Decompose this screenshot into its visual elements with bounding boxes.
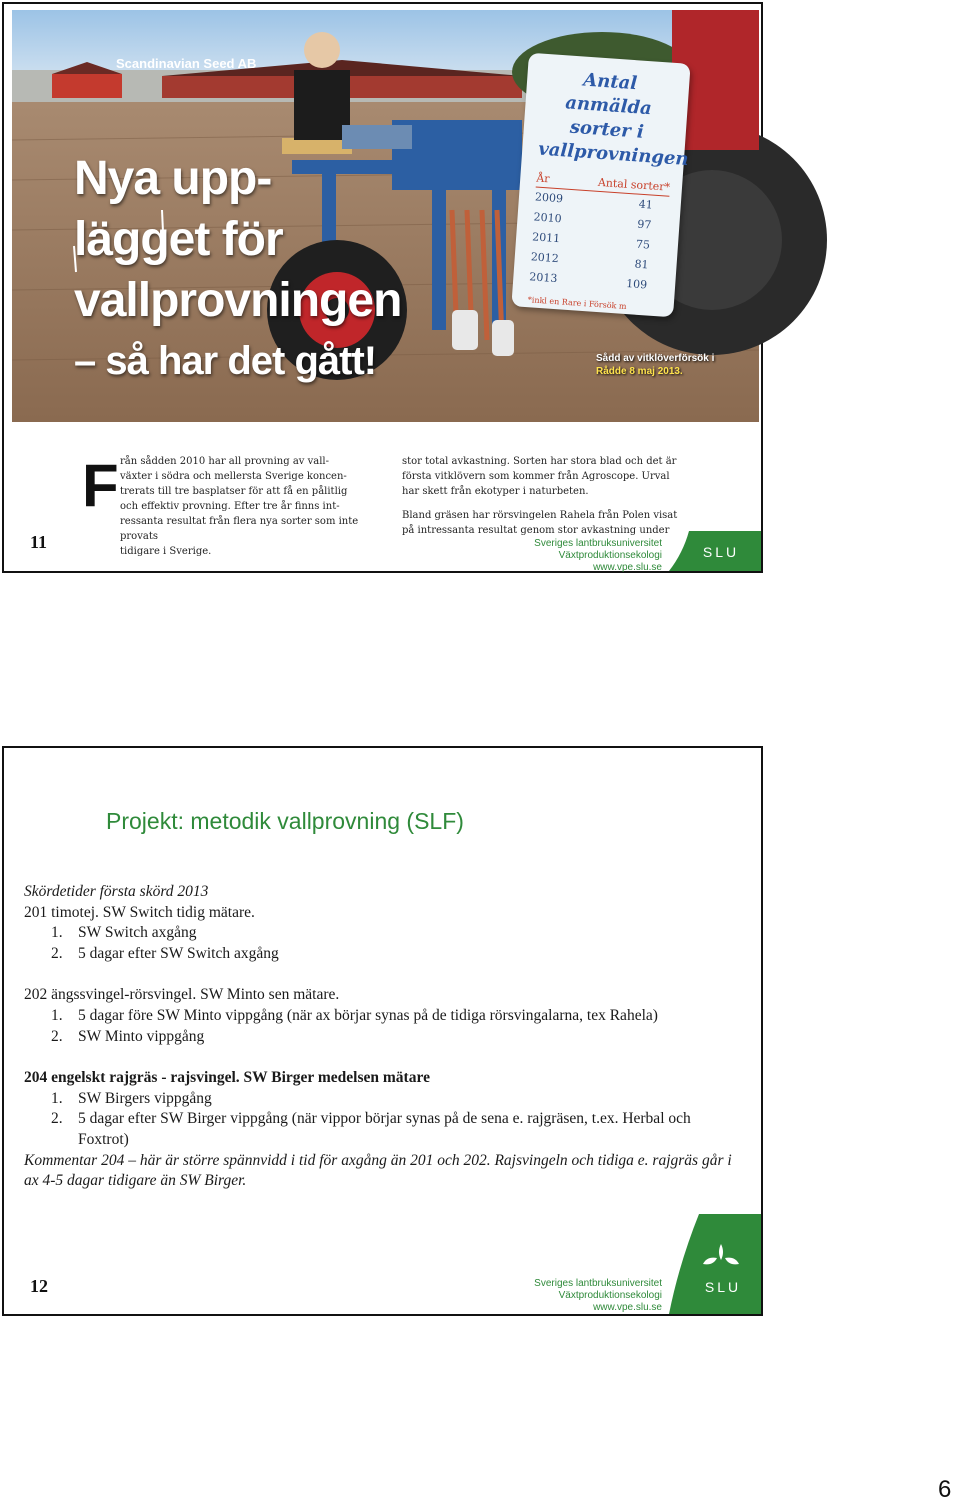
group-202-head: 202 ängssvingel-rörsvingel. SW Minto sen mätare.	[24, 986, 340, 1004]
article-line: har skett från ekotyper i naturbeten.	[402, 486, 589, 497]
slide-title: Projekt: metodik vallprovning (SLF)	[106, 808, 464, 834]
card-title-line-1: Antal	[582, 69, 638, 95]
article-line: växter i södra och mellersta Sverige koncen-	[120, 471, 347, 482]
photo-caption	[596, 352, 714, 378]
slide-body	[24, 882, 744, 1192]
page-number: 12	[30, 1276, 48, 1296]
slu-logo	[669, 1214, 761, 1314]
spacer	[24, 964, 744, 985]
card-col-count: Antal sorter*	[597, 175, 671, 194]
brand-label: Scandinavian Seed AB	[116, 56, 257, 71]
group-201-head: 201 timotej. SW Switch tidig mätare.	[24, 903, 255, 921]
caption-line-2: Rådde 8 maj 2013.	[596, 366, 683, 377]
article-line: på intressanta resultat genom stor avkastning under	[402, 525, 670, 536]
article-line: rån sådden 2010 har all provning av vall-	[120, 456, 330, 467]
list-item	[24, 923, 744, 944]
footer-line-1: Sveriges lantbruksuniversitet	[534, 538, 662, 549]
list-item	[24, 1089, 744, 1110]
list-item	[24, 1006, 744, 1027]
card-title-line-3: vallprovningen	[537, 138, 690, 171]
slide-11	[2, 2, 763, 573]
footer-url: www.vpe.slu.se	[593, 1302, 662, 1313]
footer-line-2: Växtproduktionsekologi	[558, 550, 662, 561]
footer-institution	[482, 538, 662, 574]
spacer	[24, 1047, 744, 1068]
article-line: stor total avkastning. Sorten har stora blad och det är	[402, 456, 677, 467]
card-count: 75	[635, 237, 651, 252]
list-text: 5 dagar före SW Minto vippgång (när ax börjar synas på de tidiga rörsvingalarna, tex Rahela)	[78, 1006, 658, 1024]
group-204-head: 204 engelskt rajgräs - rajsvingel. SW Birger medelsen mätare	[24, 1069, 430, 1087]
card-count: 109	[625, 277, 648, 292]
slu-logo-text: SLU	[704, 1279, 742, 1295]
card-year: 2012	[530, 250, 560, 266]
card-col-year: År	[535, 171, 550, 186]
list-number: 2.	[51, 1027, 63, 1045]
list-text: SW Minto vippgång	[78, 1027, 205, 1045]
drop-cap: F	[82, 452, 119, 519]
card-count: 41	[638, 197, 654, 212]
article-column-2	[402, 454, 702, 538]
section-heading: Skördetider första skörd 2013	[24, 883, 209, 900]
headline-line-3: vallprovningen	[74, 274, 402, 327]
list-text: 5 dagar efter SW Birger vippgång (när vippor börjar synas på de sena e. rajgräsen, t.ex. Herbal och Foxtrot)	[78, 1110, 691, 1148]
card-count: 97	[636, 217, 652, 232]
article-line: Bland gräsen har rörsvingelen Rahela från Polen visat	[402, 510, 678, 521]
list-number: 1.	[51, 924, 63, 942]
list-item	[24, 944, 744, 965]
list-number: 1.	[51, 1089, 63, 1107]
article-line: ressanta resultat från flera nya sorter som inte provats	[120, 516, 359, 542]
article-column-1	[120, 454, 380, 559]
card-year: 2011	[531, 230, 561, 246]
list-text: SW Birgers vippgång	[78, 1089, 212, 1107]
headline-subline: – så har det gått!	[74, 339, 377, 383]
article-spacer	[402, 499, 702, 508]
card-footnote: *inkl en Rare i Försök m	[527, 295, 627, 312]
card-year: 2013	[528, 270, 558, 286]
card-count: 81	[634, 257, 649, 272]
article-headline	[74, 148, 401, 391]
comment: Kommentar 204 – här är större spännvidd i tid för axgång än 201 och 202. Rajsvingeln och tidiga e. rajgräs går i ax 4-5 dagar tidigare än SW Birger.	[24, 1151, 732, 1190]
footer-institution	[482, 1278, 662, 1314]
card-title	[537, 66, 690, 171]
variety-count-card	[511, 53, 690, 318]
field-photo	[12, 10, 759, 422]
article-line: första vitklövern som kommer från Agroscope. Urval	[402, 471, 670, 482]
list-number: 2.	[51, 1110, 63, 1128]
article-line: tidigare i Sverige.	[120, 546, 212, 557]
slu-logo-text: SLU	[702, 544, 740, 560]
headline-line-1: Nya upp-	[74, 152, 272, 205]
headline-line-2: lägget för	[74, 213, 283, 266]
footer-line-1: Sveriges lantbruksuniversitet	[534, 1278, 662, 1289]
sheet-page-number: 6	[938, 1476, 952, 1503]
slide-12	[2, 746, 763, 1316]
card-year: 2009	[534, 190, 564, 206]
article-line: trerats till tre basplatser för att få en pålitlig	[120, 486, 348, 497]
list-number: 1.	[51, 1006, 63, 1024]
page-number: 11	[30, 532, 48, 552]
list-item	[24, 1027, 744, 1048]
slu-logo	[669, 531, 761, 571]
card-title-line-2: anmälda sorter i	[564, 92, 653, 143]
list-item	[24, 1109, 744, 1150]
footer-url: www.vpe.slu.se	[593, 562, 662, 573]
caption-line-1: Sådd av vitklöverförsök i	[596, 353, 715, 364]
footer-line-2: Växtproduktionsekologi	[558, 1290, 662, 1301]
list-text: SW Switch axgång	[78, 924, 197, 942]
list-number: 2.	[51, 944, 63, 962]
card-year: 2010	[533, 210, 562, 226]
list-text: 5 dagar efter SW Switch axgång	[78, 944, 279, 962]
article-line: och effektiv provning. Efter tre år finns int-	[120, 501, 340, 512]
